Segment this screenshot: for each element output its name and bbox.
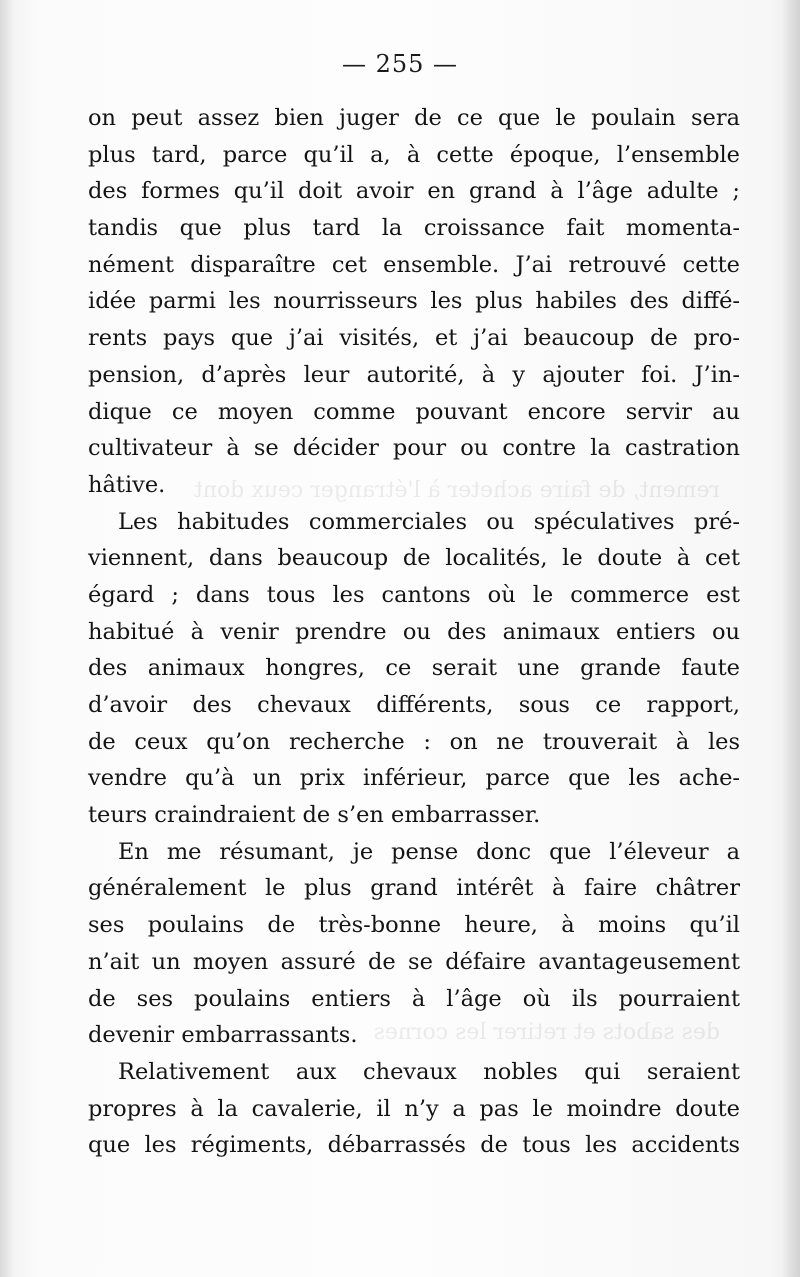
text-line: n’ait un moyen assuré de se défaire avantageusement xyxy=(88,948,740,975)
text-line: égard ; dans tous les cantons où le commerce est xyxy=(88,581,740,608)
body-text xyxy=(88,100,740,1164)
text-line: devenir embarrassants. xyxy=(88,1022,358,1049)
page-edge-shadow xyxy=(782,0,800,1277)
text-line: que les régiments, débarrassés de tous les accidents xyxy=(88,1132,740,1159)
text-line: teurs craindraient de s’en embarrasser. xyxy=(88,802,541,829)
text-line: généralement le plus grand intérêt à faire châtrer xyxy=(88,875,740,902)
text-line: propres à la cavalerie, il n’y a pas le moindre doute xyxy=(88,1095,740,1122)
text-line: de ceux qu’on recherche : on ne trouverait à les xyxy=(88,728,740,755)
text-line: viennent, dans beaucoup de localités, le doute à cet xyxy=(88,545,740,572)
text-line: vendre qu’à un prix inférieur, parce que les ache- xyxy=(88,765,740,792)
text-line: Relativement aux chevaux nobles qui seraient xyxy=(118,1058,740,1085)
text-line: hâtive. xyxy=(88,471,166,498)
text-line: En me résumant, je pense donc que l’éleveur a xyxy=(118,838,740,865)
text-line: dique ce moyen comme pouvant encore servir au xyxy=(88,398,740,425)
text-line: rents pays que j’ai visités, et j’ai beaucoup de pro- xyxy=(88,325,740,352)
text-line: des animaux hongres, ce serait une grande faute xyxy=(88,655,740,682)
bleed-through-text: rement, de faire acheter à l'étranger ceux dont xyxy=(193,478,720,503)
text-line: ses poulains de très-bonne heure, à moins qu’il xyxy=(88,912,740,939)
page-gutter-shadow xyxy=(0,0,14,1277)
text-line: on peut assez bien juger de ce que le poulain sera xyxy=(88,105,740,131)
text-line: nément disparaître cet ensemble. J’ai retrouvé cette xyxy=(88,251,740,278)
page-number: — 255 — xyxy=(341,50,459,78)
text-line: habitué à venir prendre ou des animaux entiers ou xyxy=(88,618,740,645)
text-line: des formes qu’il doit avoir en grand à l’âge adulte ; xyxy=(88,178,740,205)
text-line: cultivateur à se décider pour ou contre la castration xyxy=(88,435,740,462)
text-line: pension, d’après leur autorité, à y ajouter foi. J’in- xyxy=(88,361,740,388)
text-line: tandis que plus tard la croissance fait momenta- xyxy=(88,215,740,242)
text-line: idée parmi les nourrisseurs les plus habiles des diffé- xyxy=(88,288,740,315)
text-line: Les habitudes commerciales ou spéculatives pré- xyxy=(118,508,740,535)
bleed-through-text: des sabots et retirer les cornes xyxy=(373,1020,720,1045)
text-line: d’avoir des chevaux différents, sous ce rapport, xyxy=(88,692,740,718)
text-line: de ses poulains entiers à l’âge où ils pourraient xyxy=(88,985,740,1012)
text-line: plus tard, parce qu’il a, à cette époque, l’ensemble xyxy=(88,141,740,168)
